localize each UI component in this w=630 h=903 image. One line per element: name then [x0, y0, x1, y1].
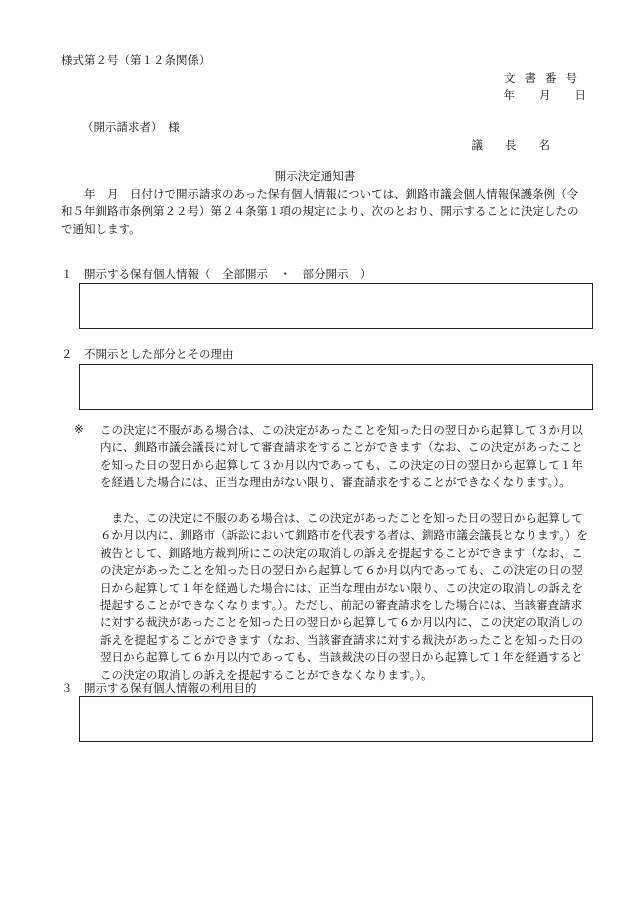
date-year-label: 年: [503, 88, 515, 102]
note-mark: ※: [74, 422, 84, 436]
date-month-label: 月: [539, 88, 551, 102]
section-2-heading: ２ 不開示とした部分とその理由: [61, 347, 234, 361]
form-number: 様式第２号（第１２条関係）: [61, 53, 211, 67]
date-day-label: 日: [574, 88, 586, 102]
section-1-heading: １ 開示する保有個人情報（ 全部開示 ・ 部分開示 ）: [61, 267, 372, 281]
appeal-note-paragraph-1: この決定に不服がある場合は、この決定があったことを知った日の翌日から起算して３か月以内に、釧路市議会議長に対して審査請求をすることができます（なお、この決定があったことを知った日の翌日から起算して３か月以内であっても、この決定の日の翌日から起算して１年を経過した場合には、正当な理由がない限り、審査請求をすることができなくなります。）。: [100, 423, 583, 490]
intro-paragraph: 年 月 日付けで開示請求のあった保有個人情報については、釧路市議会個人情報保護条例（令和５年釧路市条例第２２号）第２４条第１項の規定により、次のとおり、開示することに決定したので通知します。: [61, 187, 579, 236]
recipient-line: （開示請求者） 様: [82, 120, 180, 134]
section-1-box: [79, 283, 593, 329]
appeal-note-paragraph-2: また、この決定に不服のある場合は、この決定があったことを知った日の翌日から起算して６か月以内に、釧路市（訴訟において釧路市を代表する者は、釧路市議会議長となります。）を被告として、釧路地方裁判所にこの決定の取消しの訴えを提起することができます（なお、この決定があったことを知った日の翌日から起算して６か月以内であっても、この決定の日の翌日から起算して１年を経過した場合には、正当な理由がない限り、この決定の取消しの訴えを提起することができなくなります。）。ただし、前記の審査請求をした場合には、当該審査請求に対する裁決があったことを知った日の翌日から起算して６か月以内に、この決定の取消しの訴えを提起することができます（なお、当該審査請求に対する裁決があったことを知った日の翌日から起算して６か月以内であっても、当該裁決の日の翌日から起算して１年を経過するとこの決定の取消しの訴えを提起することができなくなります。）。: [100, 511, 588, 682]
section-3-heading: ３ 開示する保有個人情報の利用目的: [61, 681, 257, 695]
section-2-box: [79, 364, 593, 410]
document-date: [504, 87, 587, 103]
section-3-box: [79, 696, 593, 742]
document-number-label: 文書番号: [504, 71, 586, 85]
document-title: 開示決定通知書: [274, 169, 356, 183]
issuer-name-label: 議長名: [471, 138, 572, 152]
